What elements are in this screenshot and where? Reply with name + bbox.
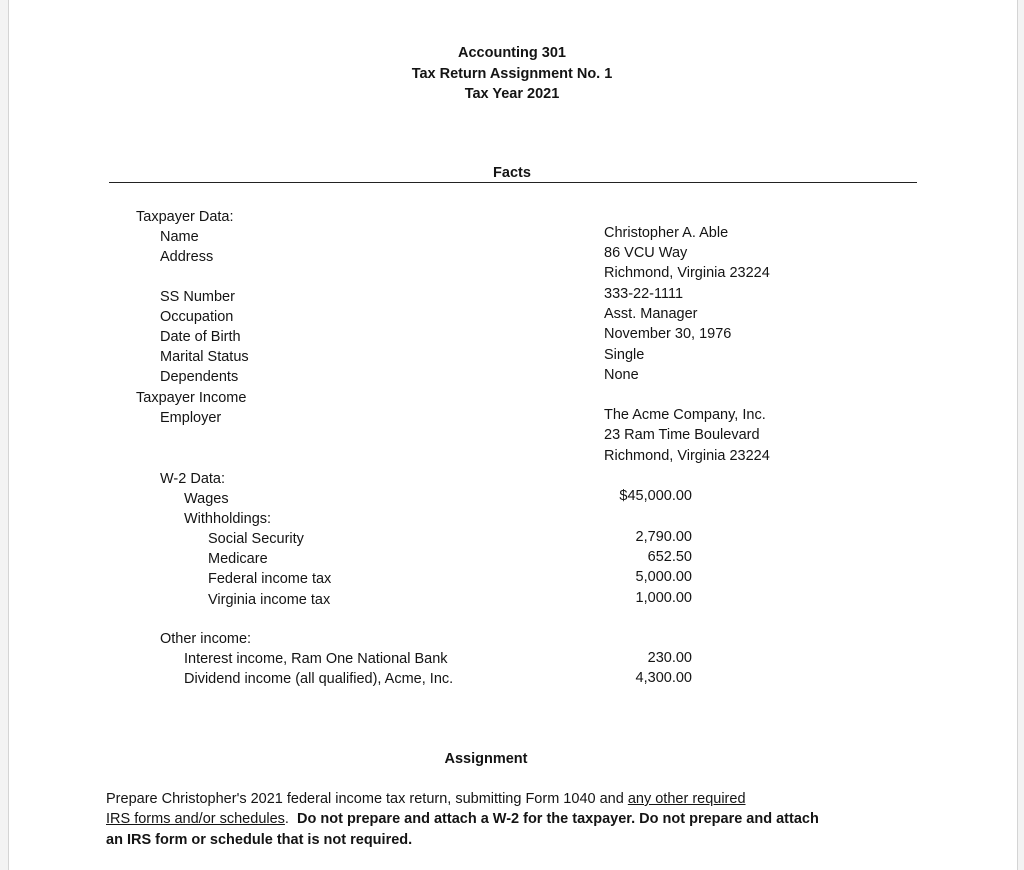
ss-value: 333-22-1111 [604, 286, 684, 302]
other-forms-link-part1: any other required [627, 791, 746, 807]
w2-data-label: W-2 Data: [160, 471, 226, 487]
other-income-label: Other income: [160, 631, 252, 647]
wages-label: Wages [184, 491, 229, 507]
virginia-tax-label: Virginia income tax [208, 592, 331, 608]
interest-income-label: Interest income, Ram One National Bank [184, 651, 448, 667]
withholdings-label: Withholdings: [184, 511, 272, 527]
name-value: Christopher A. Able [604, 225, 729, 241]
dependents-value: None [604, 367, 639, 383]
interest-income-value: 230.00 [647, 650, 692, 666]
taxpayer-data-label: Taxpayer Data: [136, 209, 234, 225]
marital-value: Single [604, 347, 645, 363]
other-forms-link-part2: IRS forms and/or schedules [106, 811, 285, 827]
course-title: Accounting 301 [458, 45, 566, 61]
medicare-label: Medicare [208, 551, 268, 567]
assignment-line-1 [106, 790, 746, 808]
address-line1: 86 VCU Way [604, 245, 688, 261]
assignment-bold-1: Do not prepare and attach a W-2 for the taxpayer. Do not prepare and attach [297, 811, 819, 827]
taxpayer-income-label: Taxpayer Income [136, 390, 247, 406]
social-security-label: Social Security [208, 531, 304, 547]
marital-label: Marital Status [160, 349, 249, 365]
medicare-value: 652.50 [647, 549, 692, 565]
occupation-value: Asst. Manager [604, 306, 698, 322]
address-line2: Richmond, Virginia 23224 [604, 265, 770, 281]
employer-address2: Richmond, Virginia 23224 [604, 448, 770, 464]
social-security-value: 2,790.00 [635, 529, 692, 545]
federal-tax-value: 5,000.00 [635, 569, 692, 585]
employer-address1: 23 Ram Time Boulevard [604, 427, 760, 443]
assignment-heading: Assignment [444, 751, 528, 767]
dob-label: Date of Birth [160, 329, 241, 345]
employer-name: The Acme Company, Inc. [604, 407, 766, 423]
assignment-title: Tax Return Assignment No. 1 [411, 66, 613, 82]
facts-heading: Facts [493, 165, 531, 181]
assignment-text-1: Prepare Christopher's 2021 federal income tax return, submitting Form 1040 and [106, 791, 628, 807]
document-page [8, 0, 1018, 870]
ss-label: SS Number [160, 289, 235, 305]
occupation-label: Occupation [160, 309, 234, 325]
wages-value: $45,000.00 [619, 488, 692, 504]
assignment-line-3: an IRS form or schedule that is not required. [106, 832, 413, 848]
dividend-income-value: 4,300.00 [635, 670, 692, 686]
dependents-label: Dependents [160, 369, 239, 385]
address-label: Address [160, 249, 214, 265]
employer-label: Employer [160, 410, 222, 426]
facts-rule [109, 182, 917, 183]
assignment-line-2 [106, 810, 819, 828]
assignment-period: . [284, 811, 289, 827]
dob-value: November 30, 1976 [604, 326, 732, 342]
dividend-income-label: Dividend income (all qualified), Acme, Inc. [184, 671, 454, 687]
virginia-tax-value: 1,000.00 [635, 590, 692, 606]
tax-year: Tax Year 2021 [464, 86, 560, 102]
federal-tax-label: Federal income tax [208, 571, 332, 587]
name-label: Name [160, 229, 199, 245]
